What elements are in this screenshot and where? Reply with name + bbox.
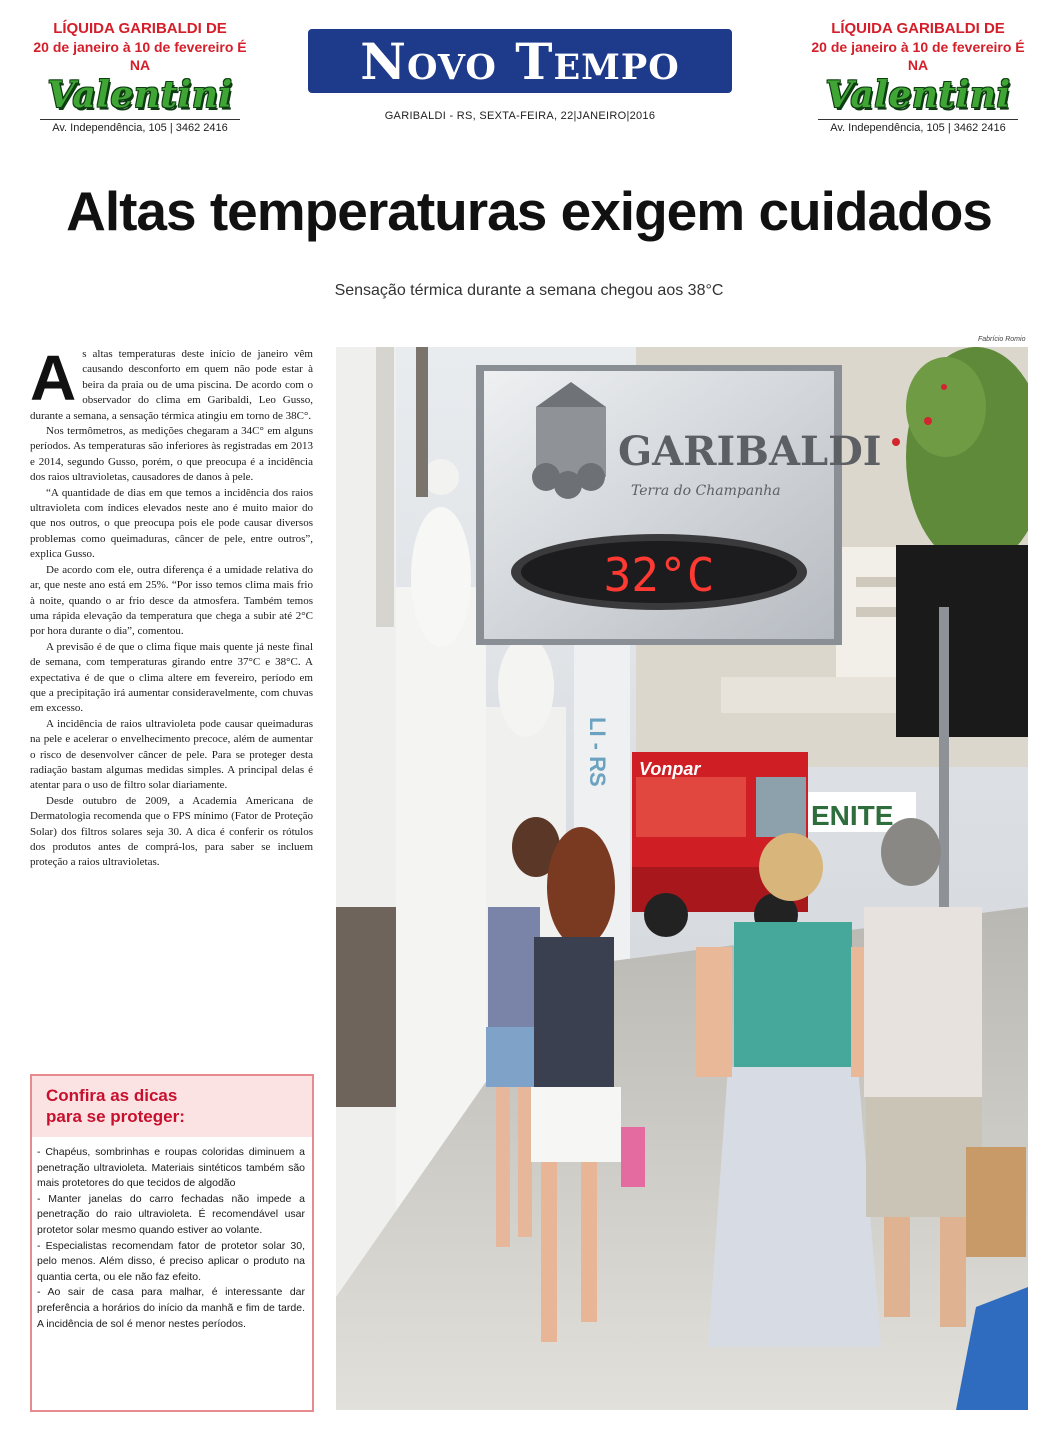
ad-address: Av. Independência, 105 | 3462 2416	[52, 122, 228, 134]
headline: Altas temperaturas exigem cuidados	[66, 180, 992, 242]
drop-cap: A	[30, 342, 77, 414]
article-paragraph: A previsão é de que o clima fique mais quente já neste final de semana, com temperaturas girando entre 37°C e 38°C. A expectativa é de que o clima altere em fevereiro, período em que a precipitação irá aumentar consideravelmente, com chuvas em excesso.	[30, 640, 313, 715]
article-body	[30, 342, 313, 871]
ad-headline: LÍQUIDA GARIBALDI DE	[831, 20, 1005, 37]
masthead	[308, 29, 732, 93]
article-photo	[336, 347, 1028, 1410]
article-paragraph-text: s altas temperaturas deste início de janeiro vêm causando desconforto em quem não pode estar à beira da praia ou de uma piscina. De acordo com o observador do clima em Garibaldi, Leo Gusso, durante a semana, a sensação térmica atingiu em torno de 38C°.	[30, 348, 313, 422]
tip-item: - Ao sair de casa para malhar, é interessante dar preferência a horários do início da manhã e fim de tarde. A incidência de sol é menor nestes períodos.	[37, 1286, 305, 1330]
tips-header	[32, 1076, 312, 1137]
newspaper-title: Novo Tempo	[360, 31, 680, 91]
tips-list	[32, 1137, 312, 1332]
street-thermometer-photo	[336, 347, 1028, 1410]
truck-brand-text: Vonpar	[639, 759, 701, 779]
header-ad-right	[808, 20, 1028, 134]
ad-headline: LÍQUIDA GARIBALDI DE	[53, 20, 227, 37]
thermometer-display: 32°C	[603, 548, 715, 602]
ad-address: Av. Independência, 105 | 3462 2416	[830, 122, 1006, 134]
ad-dates: 20 de janeiro à 10 de fevereiro É NA	[811, 39, 1025, 73]
article-paragraph: A incidência de raios ultravioleta pode causar queimaduras na pele e acelerar o envelhecimento precoce, além de aumentar o risco de desenvolver câncer de pele. Para se proteger desta radiação bastam algumas medidas simples. A principal delas é atentar para o uso de filtro solar diariamente.	[30, 717, 313, 792]
article-paragraph: Nos termômetros, as medições chegaram a 34C° em alguns períodos. As temperaturas são inferiores às registradas em 2013 e 2014, segundo Gusso, porém, o que preocupa é a incidência dos raios ultravioletas, causadores de danos à pele.	[30, 425, 313, 484]
tip-item: - Especialistas recomendam fator de protetor solar 30, pelo menos. Além disso, é preciso aplicar o produto na quantia certa, ou ele não faz efeito.	[37, 1239, 305, 1283]
ad-divider	[818, 119, 1018, 120]
tip-item: - Manter janelas do carro fechadas não impede a penetração do raio ultravioleta. É recomendável usar protetor solar mesmo quando estiver ao volante.	[37, 1192, 305, 1236]
article-paragraph: Desde outubro de 2009, a Academia Americana de Dermatologia recomenda que o FPS mínimo (Fator de Proteção Solar) dos filtros solares seja 30. A dica é conferir os rótulos dos produtos antes de comprá-los, para saber se incluem proteção a raios ultravioletas.	[30, 794, 313, 869]
ad-divider	[40, 119, 240, 120]
ad-dates: 20 de janeiro à 10 de fevereiro É NA	[33, 39, 247, 73]
article-paragraph: De acordo com ele, outra diferença é a umidade relativa do ar, que neste ano está em 25%. “Por isso temos clima mais frio à noite, quando o ar frio desce da atmosfera. Também temos uma rápida elevação da temperatura que chega a subir até 2°C por hora durante o dia”, comentou.	[30, 563, 313, 638]
article-paragraph: “A quantidade de dias em que temos a incidência dos raios ultravioleta com índices elevados neste ano é muito maior do que nos outros, o que preocupa pois ele pode causar diversos problemas como queimaduras, câncer de pele, entre outros”, explica Gusso.	[30, 486, 313, 561]
tip-item: - Chapéus, sombrinhas e roupas coloridas diminuem a penetração ultravioleta. Materiais sintéticos também são mais protetores do que tecidos de algodão	[37, 1146, 305, 1190]
header-ad-left	[30, 20, 250, 134]
store-sign-text: ENITE	[811, 800, 894, 831]
tips-title: Confira as dicas para se proteger:	[46, 1086, 185, 1126]
subheadline: Sensação térmica durante a semana chegou aos 38°C	[334, 282, 724, 299]
ad-brand-logo: Valentini	[47, 74, 233, 116]
tips-box	[30, 1074, 314, 1412]
pole-text: LI - RS	[585, 717, 610, 787]
dateline: GARIBALDI - RS, SEXTA-FEIRA, 22|JANEIRO|2016	[384, 110, 656, 122]
ad-brand-logo: Valentini	[825, 74, 1011, 116]
sign-brand-text: GARIBALDI	[618, 428, 882, 475]
photo-credit: Fabrício Romio	[978, 336, 1026, 343]
article-paragraph	[30, 342, 313, 424]
sign-tagline: Terra do Champanha	[631, 483, 781, 499]
